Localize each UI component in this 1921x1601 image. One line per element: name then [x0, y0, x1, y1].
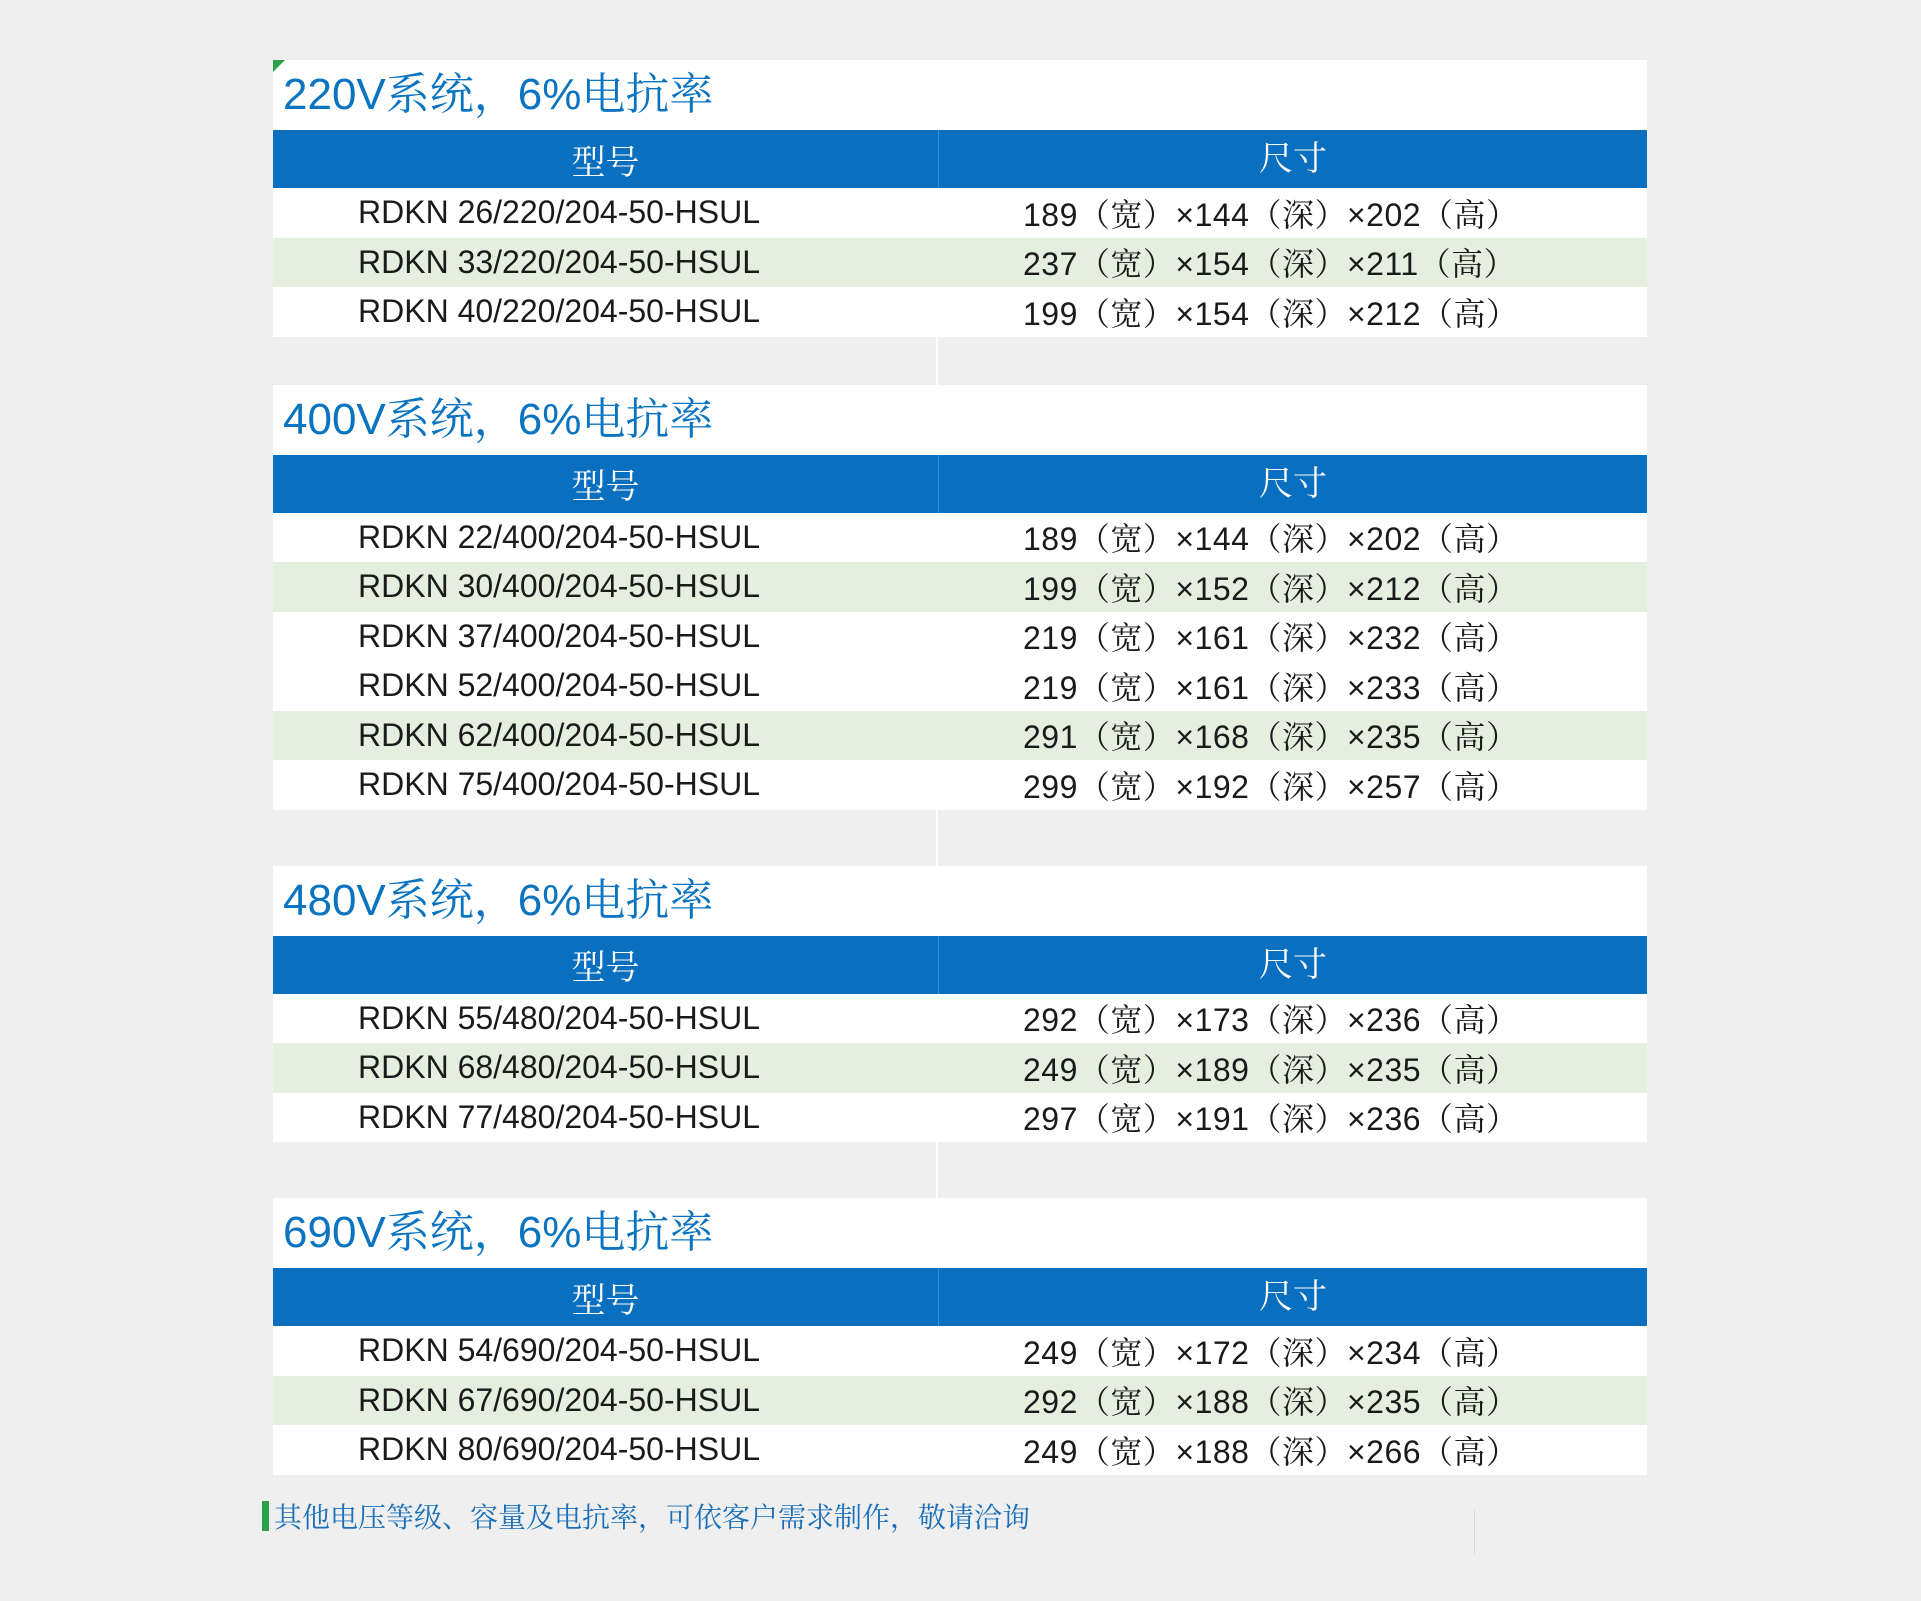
table-row [273, 612, 1647, 662]
divider [1474, 1510, 1475, 1554]
section-220v [273, 60, 1647, 337]
table-header [273, 936, 1647, 994]
table-row [273, 1376, 1647, 1426]
section-400v [273, 385, 1647, 810]
cell-model: RDKN 22/400/204-50-HSUL [358, 518, 760, 555]
table-header [273, 130, 1647, 188]
cell-model: RDKN 75/400/204-50-HSUL [358, 766, 760, 803]
header-model: 型号 [571, 143, 640, 182]
footnote-text: 其他电压等级、容量及电抗率，可依客户需求制作，敬请洽询 [274, 1502, 1031, 1533]
cell-size: 249（宽）×172（深）×234（高） [1023, 1334, 1519, 1371]
section-spacer [273, 337, 1647, 385]
table-row [273, 760, 1647, 810]
table-row [273, 287, 1647, 337]
cell-size: 292（宽）×173（深）×236（高） [1023, 1002, 1519, 1039]
cell-model: RDKN 80/690/204-50-HSUL [358, 1431, 760, 1468]
cell-model: RDKN 77/480/204-50-HSUL [358, 1098, 760, 1135]
header-size: 尺寸 [938, 936, 1647, 994]
cell-size: 199（宽）×152（深）×212（高） [1023, 570, 1519, 607]
table-row [273, 1093, 1647, 1143]
cell-model: RDKN 62/400/204-50-HSUL [358, 716, 760, 753]
table-row [273, 562, 1647, 612]
footnote-accent-bar [262, 1501, 269, 1531]
cell-model: RDKN 33/220/204-50-HSUL [358, 243, 760, 280]
footnote [262, 1496, 1030, 1536]
cell-model: RDKN 52/400/204-50-HSUL [358, 667, 760, 704]
cell-model: RDKN 26/220/204-50-HSUL [358, 194, 760, 231]
cell-size: 249（宽）×188（深）×266（高） [1023, 1433, 1519, 1470]
table-row [273, 188, 1647, 238]
cell-size: 237（宽）×154（深）×211（高） [1023, 246, 1517, 283]
table-row [273, 994, 1647, 1044]
corner-accent-mark [273, 60, 285, 72]
section-title: 220V系统，6%电抗率 [283, 70, 714, 119]
table-row [273, 1043, 1647, 1093]
table-header [273, 455, 1647, 513]
cell-model: RDKN 68/480/204-50-HSUL [358, 1049, 760, 1086]
cell-size: 189（宽）×144（深）×202（高） [1023, 196, 1519, 233]
table-row [273, 711, 1647, 761]
header-size: 尺寸 [938, 130, 1647, 188]
cell-model: RDKN 55/480/204-50-HSUL [358, 999, 760, 1036]
section-spacer [273, 1142, 1647, 1198]
table-row [273, 513, 1647, 563]
cell-size: 189（宽）×144（深）×202（高） [1023, 521, 1519, 558]
section-480v [273, 866, 1647, 1143]
cell-model: RDKN 67/690/204-50-HSUL [358, 1381, 760, 1418]
cell-model: RDKN 54/690/204-50-HSUL [358, 1332, 760, 1369]
cell-size: 249（宽）×189（深）×235（高） [1023, 1051, 1519, 1088]
section-title: 400V系统，6%电抗率 [283, 394, 714, 444]
spec-tables [273, 60, 1647, 1475]
header-size: 尺寸 [938, 455, 1647, 513]
header-model: 型号 [571, 949, 640, 987]
section-spacer [273, 810, 1647, 866]
cell-size: 291（宽）×168（深）×235（高） [1023, 719, 1519, 756]
cell-model: RDKN 37/400/204-50-HSUL [358, 617, 760, 654]
cell-model: RDKN 40/220/204-50-HSUL [358, 293, 760, 330]
cell-size: 299（宽）×192（深）×257（高） [1023, 768, 1519, 805]
section-title: 690V系统，6%电抗率 [283, 1208, 714, 1257]
table-row [273, 1425, 1647, 1475]
header-model: 型号 [571, 468, 640, 506]
cell-size: 199（宽）×154（深）×212（高） [1023, 295, 1519, 332]
cell-model: RDKN 30/400/204-50-HSUL [358, 568, 760, 605]
section-title: 480V系统，6%电抗率 [283, 875, 714, 925]
table-row [273, 238, 1647, 288]
cell-size: 219（宽）×161（深）×233（高） [1023, 669, 1519, 706]
header-model: 型号 [571, 1281, 640, 1320]
table-row [273, 661, 1647, 711]
header-size: 尺寸 [938, 1268, 1647, 1326]
cell-size: 219（宽）×161（深）×232（高） [1023, 620, 1519, 657]
cell-size: 297（宽）×191（深）×236（高） [1023, 1101, 1519, 1138]
table-header [273, 1268, 1647, 1326]
table-row [273, 1326, 1647, 1376]
cell-size: 292（宽）×188（深）×235（高） [1023, 1384, 1519, 1421]
section-690v [273, 1198, 1647, 1475]
